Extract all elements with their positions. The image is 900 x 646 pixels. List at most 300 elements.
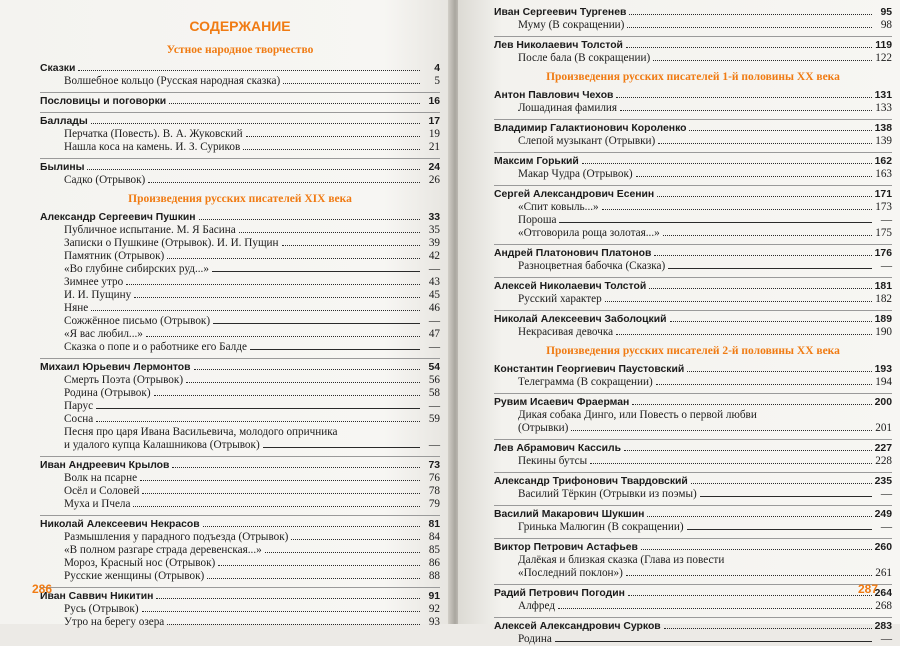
toc-group xyxy=(494,152,892,181)
dot-leader xyxy=(636,176,872,177)
right-page xyxy=(458,0,900,645)
page-number: 76 xyxy=(428,472,440,484)
toc-author-entry[interactable] xyxy=(494,122,892,135)
toc-work-entry[interactable] xyxy=(40,289,440,302)
page-number: 39 xyxy=(428,237,440,249)
dot-leader xyxy=(282,245,420,246)
page-number: — xyxy=(880,488,892,500)
dot-leader xyxy=(658,143,872,144)
page-number: 283 xyxy=(874,621,892,632)
toc-work-entry[interactable] xyxy=(494,409,892,422)
entry-label: Родина (Отрывок) xyxy=(64,387,151,399)
toc-work-entry[interactable] xyxy=(494,168,892,181)
page-number: 42 xyxy=(428,250,440,262)
toc-author-entry[interactable] xyxy=(40,590,440,603)
entry-label: Сергей Александрович Есенин xyxy=(494,189,655,200)
dot-leader xyxy=(626,47,872,48)
dot-leader xyxy=(91,123,420,124)
entry-label: Николай Алексеевич Некрасов xyxy=(40,519,200,530)
page-number: — xyxy=(428,315,440,327)
page-number: 193 xyxy=(874,364,892,375)
page-number: 59 xyxy=(428,413,440,425)
toc-work-entry[interactable] xyxy=(40,387,440,400)
page-number: 175 xyxy=(875,227,892,239)
section-header: Произведения русских писателей 1-й половины XX века xyxy=(546,71,840,83)
toc-work-entry[interactable] xyxy=(40,603,440,616)
entry-label: (Отрывки) xyxy=(518,422,569,434)
dot-leader xyxy=(169,103,420,104)
page-number: — xyxy=(428,263,440,275)
entry-label: Алексей Александрович Сурков xyxy=(494,621,661,632)
entry-label: Андрей Платонович Платонов xyxy=(494,248,652,259)
dot-leader xyxy=(632,404,872,405)
entry-label: Записки о Пушкине (Отрывок). И. И. Пущин xyxy=(64,237,279,249)
toc-work-entry[interactable] xyxy=(494,488,892,501)
toc-work-entry[interactable] xyxy=(40,302,440,315)
page-number: 26 xyxy=(428,174,440,186)
entry-label: Владимир Галактионович Короленко xyxy=(494,123,687,134)
toc-group xyxy=(494,505,892,534)
entry-label: Макар Чудра (Отрывок) xyxy=(518,168,633,180)
toc-group xyxy=(40,209,440,354)
toc-work-entry[interactable] xyxy=(40,174,440,187)
toc-group xyxy=(494,538,892,580)
dot-leader xyxy=(203,526,420,527)
entry-label: Нашла коса на камень. И. З. Суриков xyxy=(64,141,241,153)
page-number: 91 xyxy=(428,591,440,602)
entry-label: Иван Андреевич Крылов xyxy=(40,460,170,471)
left-column xyxy=(40,40,440,629)
toc-work-entry[interactable] xyxy=(494,600,892,613)
page-number: 81 xyxy=(428,519,440,530)
toc-work-entry[interactable] xyxy=(40,439,440,452)
dot-leader xyxy=(691,483,872,484)
toc-author-entry[interactable] xyxy=(494,6,892,19)
toc-work-entry[interactable] xyxy=(40,426,440,439)
dot-leader xyxy=(663,235,872,236)
page-number: — xyxy=(428,341,440,353)
entry-label: Слепой музыкант (Отрывки) xyxy=(518,135,656,147)
page-number: 79 xyxy=(428,498,440,510)
dot-leader xyxy=(142,611,420,612)
toc-work-entry[interactable] xyxy=(40,485,440,498)
page-number: 139 xyxy=(875,135,892,147)
page-number: 227 xyxy=(874,443,892,454)
entry-label: Сосна xyxy=(64,413,94,425)
dot-leader xyxy=(700,496,872,497)
toc-work-entry[interactable] xyxy=(40,341,440,354)
dot-leader xyxy=(167,258,420,259)
right-page-number: 287 xyxy=(857,582,878,596)
entry-label: Антон Павлович Чехов xyxy=(494,90,614,101)
page-number: 78 xyxy=(428,485,440,497)
toc-author-entry[interactable] xyxy=(40,361,440,374)
toc-work-entry[interactable] xyxy=(494,19,892,32)
page-number: — xyxy=(428,439,440,451)
page-number: 43 xyxy=(428,276,440,288)
toc-work-entry[interactable] xyxy=(494,326,892,339)
toc-author-entry[interactable] xyxy=(494,442,892,455)
toc-work-entry[interactable] xyxy=(494,455,892,468)
toc-author-entry[interactable] xyxy=(494,587,892,600)
entry-label: Сказки xyxy=(40,63,76,74)
dot-leader xyxy=(605,301,872,302)
entry-label: «Во глубине сибирских руд...» xyxy=(64,263,209,275)
dot-leader xyxy=(246,136,420,137)
page-number: 35 xyxy=(428,224,440,236)
toc-author-entry[interactable] xyxy=(494,620,892,633)
dot-leader xyxy=(207,578,420,579)
dot-leader xyxy=(670,321,872,322)
page-number: 85 xyxy=(428,544,440,556)
toc-group xyxy=(494,87,892,115)
toc-author-entry[interactable] xyxy=(494,247,892,260)
toc-group xyxy=(494,310,892,339)
page-number: 84 xyxy=(428,531,440,543)
toc-author-entry[interactable] xyxy=(40,115,440,128)
page-number: 228 xyxy=(875,455,892,467)
entry-label: Былины xyxy=(40,162,85,173)
entry-label: Утро на берегу озера xyxy=(64,616,165,628)
toc-author-entry[interactable] xyxy=(494,280,892,293)
section-header: Произведения русских писателей XIX века xyxy=(128,193,352,205)
page-title: СОДЕРЖАНИЕ xyxy=(189,18,291,34)
dot-leader xyxy=(602,209,872,210)
toc-work-entry[interactable] xyxy=(40,616,440,629)
dot-leader xyxy=(283,83,420,84)
page-number: 58 xyxy=(428,387,440,399)
entry-label: и удалого купца Калашникова (Отрывок) xyxy=(64,439,260,451)
page-number: 163 xyxy=(875,168,892,180)
entry-label: После бала (В сокращении) xyxy=(518,52,651,64)
page-number: 131 xyxy=(874,90,892,101)
dot-leader xyxy=(582,163,872,164)
toc-work-entry[interactable] xyxy=(40,531,440,544)
section-header: Произведения русских писателей 2-й половины XX века xyxy=(546,345,840,357)
dot-leader xyxy=(629,14,872,15)
toc-section xyxy=(40,40,440,187)
dot-leader xyxy=(654,255,872,256)
entry-label: Песня про царя Ивана Васильевича, молодого опричника xyxy=(64,426,338,438)
dot-leader xyxy=(172,467,420,468)
toc-author-entry[interactable] xyxy=(40,95,440,108)
toc-group xyxy=(494,185,892,240)
dot-leader xyxy=(199,219,420,220)
page-number: 190 xyxy=(875,326,892,338)
entry-label: Няне xyxy=(64,302,89,314)
entry-label: Константин Георгиевич Паустовский xyxy=(494,364,685,375)
dot-leader xyxy=(291,539,420,540)
page-number: 98 xyxy=(880,19,892,31)
entry-label: Алексей Николаевич Толстой xyxy=(494,281,647,292)
dot-leader xyxy=(186,382,420,383)
toc-group xyxy=(494,472,892,501)
toc-author-entry[interactable] xyxy=(40,518,440,531)
entry-label: Рувим Исаевич Фраерман xyxy=(494,397,630,408)
toc-author-entry[interactable] xyxy=(40,62,440,75)
toc-group xyxy=(494,119,892,148)
dot-leader xyxy=(146,336,420,337)
dot-leader xyxy=(87,169,420,170)
dot-leader xyxy=(627,27,872,28)
toc-group xyxy=(40,358,440,452)
dot-leader xyxy=(653,60,872,61)
entry-label: Сожжённое письмо (Отрывок) xyxy=(64,315,211,327)
entry-label: Виктор Петрович Астафьев xyxy=(494,542,638,553)
dot-leader xyxy=(689,130,872,131)
dot-leader xyxy=(212,271,420,272)
toc-work-entry[interactable] xyxy=(40,224,440,237)
toc-work-entry[interactable] xyxy=(40,498,440,511)
toc-group xyxy=(40,92,440,108)
entry-label: Парус xyxy=(64,400,94,412)
entry-label: «В полном разгаре страда деревенская...» xyxy=(64,544,262,556)
page-number: 171 xyxy=(874,189,892,200)
dot-leader xyxy=(239,232,420,233)
toc-author-entry[interactable] xyxy=(494,508,892,521)
entry-label: Сказка о попе и о работнике его Балде xyxy=(64,341,247,353)
page-number: 21 xyxy=(428,141,440,153)
section-header: Устное народное творчество xyxy=(166,44,314,56)
toc-group xyxy=(40,587,440,629)
left-page-number: 286 xyxy=(32,582,53,596)
right-column xyxy=(494,4,892,646)
entry-label: Пороша xyxy=(518,214,557,226)
entry-label: Василий Макарович Шукшин xyxy=(494,509,645,520)
toc-work-entry[interactable] xyxy=(40,75,440,88)
toc-group xyxy=(40,158,440,187)
page-number: 73 xyxy=(428,460,440,471)
toc-group xyxy=(494,439,892,468)
page-number: 260 xyxy=(874,542,892,553)
dot-leader xyxy=(265,552,420,553)
page-number: 24 xyxy=(428,162,440,173)
toc-author-entry[interactable] xyxy=(40,161,440,174)
toc-work-entry[interactable] xyxy=(494,102,892,115)
page-number: 4 xyxy=(434,63,440,74)
toc-author-entry[interactable] xyxy=(494,89,892,102)
toc-work-entry[interactable] xyxy=(40,544,440,557)
dot-leader xyxy=(263,447,420,448)
page-number: 88 xyxy=(428,570,440,582)
toc-work-entry[interactable] xyxy=(494,633,892,646)
dot-leader xyxy=(657,196,872,197)
page-number: 261 xyxy=(875,567,892,579)
dot-leader xyxy=(656,384,872,385)
toc-work-entry[interactable] xyxy=(40,128,440,141)
entry-label: Лошадиная фамилия xyxy=(518,102,618,114)
dot-leader xyxy=(649,288,872,289)
dot-leader xyxy=(148,182,420,183)
toc-section xyxy=(40,189,440,629)
entry-label: Мороз, Красный нос (Отрывок) xyxy=(64,557,216,569)
dot-leader xyxy=(167,624,420,625)
toc-work-entry[interactable] xyxy=(40,263,440,276)
toc-work-entry[interactable] xyxy=(40,557,440,570)
dot-leader xyxy=(624,450,872,451)
toc-work-entry[interactable] xyxy=(494,52,892,65)
entry-label: Лев Абрамович Кассиль xyxy=(494,443,622,454)
toc-work-entry[interactable] xyxy=(494,521,892,534)
entry-label: Некрасивая девочка xyxy=(518,326,614,338)
toc-work-entry[interactable] xyxy=(494,567,892,580)
entry-label: «Спит ковыль...» xyxy=(518,201,599,213)
toc-group xyxy=(40,515,440,583)
toc-section xyxy=(494,67,892,339)
dot-leader xyxy=(194,369,420,370)
toc-work-entry[interactable] xyxy=(494,293,892,306)
toc-section xyxy=(494,341,892,646)
toc-author-entry[interactable] xyxy=(40,211,440,224)
page-number: 56 xyxy=(428,374,440,386)
entry-label: Николай Алексеевич Заболоцкий xyxy=(494,314,667,325)
dot-leader xyxy=(687,371,872,372)
page-number: — xyxy=(428,400,440,412)
entry-label: Максим Горький xyxy=(494,156,579,167)
toc-work-entry[interactable] xyxy=(494,201,892,214)
dot-leader xyxy=(250,349,420,350)
dot-leader xyxy=(96,408,420,409)
dot-leader xyxy=(628,595,872,596)
dot-leader xyxy=(134,297,420,298)
toc-work-entry[interactable] xyxy=(40,413,440,426)
dot-leader xyxy=(687,529,872,530)
toc-group xyxy=(40,456,440,511)
page-number: — xyxy=(880,521,892,533)
toc-work-entry[interactable] xyxy=(40,237,440,250)
toc-work-entry[interactable] xyxy=(494,214,892,227)
toc-work-entry[interactable] xyxy=(40,570,440,583)
page-number: 47 xyxy=(428,328,440,340)
page-number: 17 xyxy=(428,116,440,127)
toc-author-entry[interactable] xyxy=(494,188,892,201)
entry-label: Лев Николаевич Толстой xyxy=(494,40,623,51)
toc-work-entry[interactable] xyxy=(40,250,440,263)
entry-label: Пекины бутсы xyxy=(518,455,588,467)
toc-group xyxy=(494,361,892,389)
dot-leader xyxy=(218,565,420,566)
toc-author-entry[interactable] xyxy=(494,363,892,376)
entry-label: Василий Тёркин (Отрывки из поэмы) xyxy=(518,488,697,500)
page-number: — xyxy=(880,214,892,226)
toc-work-entry[interactable] xyxy=(40,141,440,154)
entry-label: Телеграмма (В сокращении) xyxy=(518,376,653,388)
toc-group xyxy=(494,36,892,65)
entry-label: Публичное испытание. М. Я Басина xyxy=(64,224,236,236)
toc-work-entry[interactable] xyxy=(494,376,892,389)
toc-author-entry[interactable] xyxy=(40,459,440,472)
toc-work-entry[interactable] xyxy=(40,472,440,485)
entry-label: Баллады xyxy=(40,116,88,127)
page-number: 86 xyxy=(428,557,440,569)
page-number: 92 xyxy=(428,603,440,615)
page-number: 182 xyxy=(875,293,892,305)
entry-label: Иван Саввич Никитин xyxy=(40,591,154,602)
toc-group xyxy=(494,393,892,435)
entry-label: Смерть Поэта (Отрывок) xyxy=(64,374,184,386)
page-number: 181 xyxy=(874,281,892,292)
dot-leader xyxy=(668,268,872,269)
page-number: 54 xyxy=(428,362,440,373)
page-number: 268 xyxy=(875,600,892,612)
dot-leader xyxy=(140,480,420,481)
entry-label: Садко (Отрывок) xyxy=(64,174,146,186)
dot-leader xyxy=(555,641,872,642)
dot-leader xyxy=(647,516,872,517)
toc-author-entry[interactable] xyxy=(494,396,892,409)
toc-group xyxy=(494,584,892,613)
entry-label: Александр Трифонович Твардовский xyxy=(494,476,688,487)
toc-work-entry[interactable] xyxy=(494,422,892,435)
page-number: 119 xyxy=(875,40,892,51)
entry-label: «Последний поклон») xyxy=(518,567,623,579)
toc-work-entry[interactable] xyxy=(494,135,892,148)
dot-leader xyxy=(559,222,872,223)
dot-leader xyxy=(664,628,872,629)
page-number: 173 xyxy=(875,201,892,213)
page-number: 45 xyxy=(428,289,440,301)
dot-leader xyxy=(616,334,872,335)
dot-leader xyxy=(133,506,420,507)
toc-author-entry[interactable] xyxy=(494,475,892,488)
toc-group xyxy=(494,4,892,32)
toc-work-entry[interactable] xyxy=(40,328,440,341)
entry-label: Зимнее утро xyxy=(64,276,124,288)
toc-author-entry[interactable] xyxy=(494,541,892,554)
entry-label: Русь (Отрывок) xyxy=(64,603,139,615)
page-number: 138 xyxy=(874,123,892,134)
entry-label: Русский характер xyxy=(518,293,602,305)
entry-label: Алфред xyxy=(518,600,556,612)
page-number: 122 xyxy=(875,52,892,64)
toc-work-entry[interactable] xyxy=(494,227,892,240)
toc-work-entry[interactable] xyxy=(494,554,892,567)
toc-work-entry[interactable] xyxy=(40,315,440,328)
dot-leader xyxy=(126,284,420,285)
toc-work-entry[interactable] xyxy=(40,276,440,289)
entry-label: Муха и Пчела xyxy=(64,498,131,510)
page-number: 249 xyxy=(874,509,892,520)
toc-section xyxy=(494,4,892,65)
page-number: 19 xyxy=(428,128,440,140)
left-page xyxy=(0,0,452,628)
dot-leader xyxy=(620,110,872,111)
dot-leader xyxy=(626,575,872,576)
entry-label: Памятник (Отрывок) xyxy=(64,250,165,262)
dot-leader xyxy=(616,97,872,98)
entry-label: Разноцветная бабочка (Сказка) xyxy=(518,260,666,272)
entry-label: Пословицы и поговорки xyxy=(40,96,167,107)
entry-label: «Отговорила роща золотая...» xyxy=(518,227,660,239)
toc-author-entry[interactable] xyxy=(494,313,892,326)
entry-label: И. И. Пущину xyxy=(64,289,132,301)
dot-leader xyxy=(154,395,420,396)
toc-author-entry[interactable] xyxy=(494,39,892,52)
page-number: — xyxy=(880,260,892,272)
toc-work-entry[interactable] xyxy=(40,400,440,413)
toc-author-entry[interactable] xyxy=(494,155,892,168)
dot-leader xyxy=(641,549,872,550)
dot-leader xyxy=(78,70,420,71)
entry-label: Иван Сергеевич Тургенев xyxy=(494,7,627,18)
entry-label: Александр Сергеевич Пушкин xyxy=(40,212,196,223)
dot-leader xyxy=(96,421,420,422)
page-number: 5 xyxy=(434,75,440,87)
dot-leader xyxy=(590,463,872,464)
toc-work-entry[interactable] xyxy=(40,374,440,387)
toc-work-entry[interactable] xyxy=(494,260,892,273)
toc-group xyxy=(494,617,892,646)
